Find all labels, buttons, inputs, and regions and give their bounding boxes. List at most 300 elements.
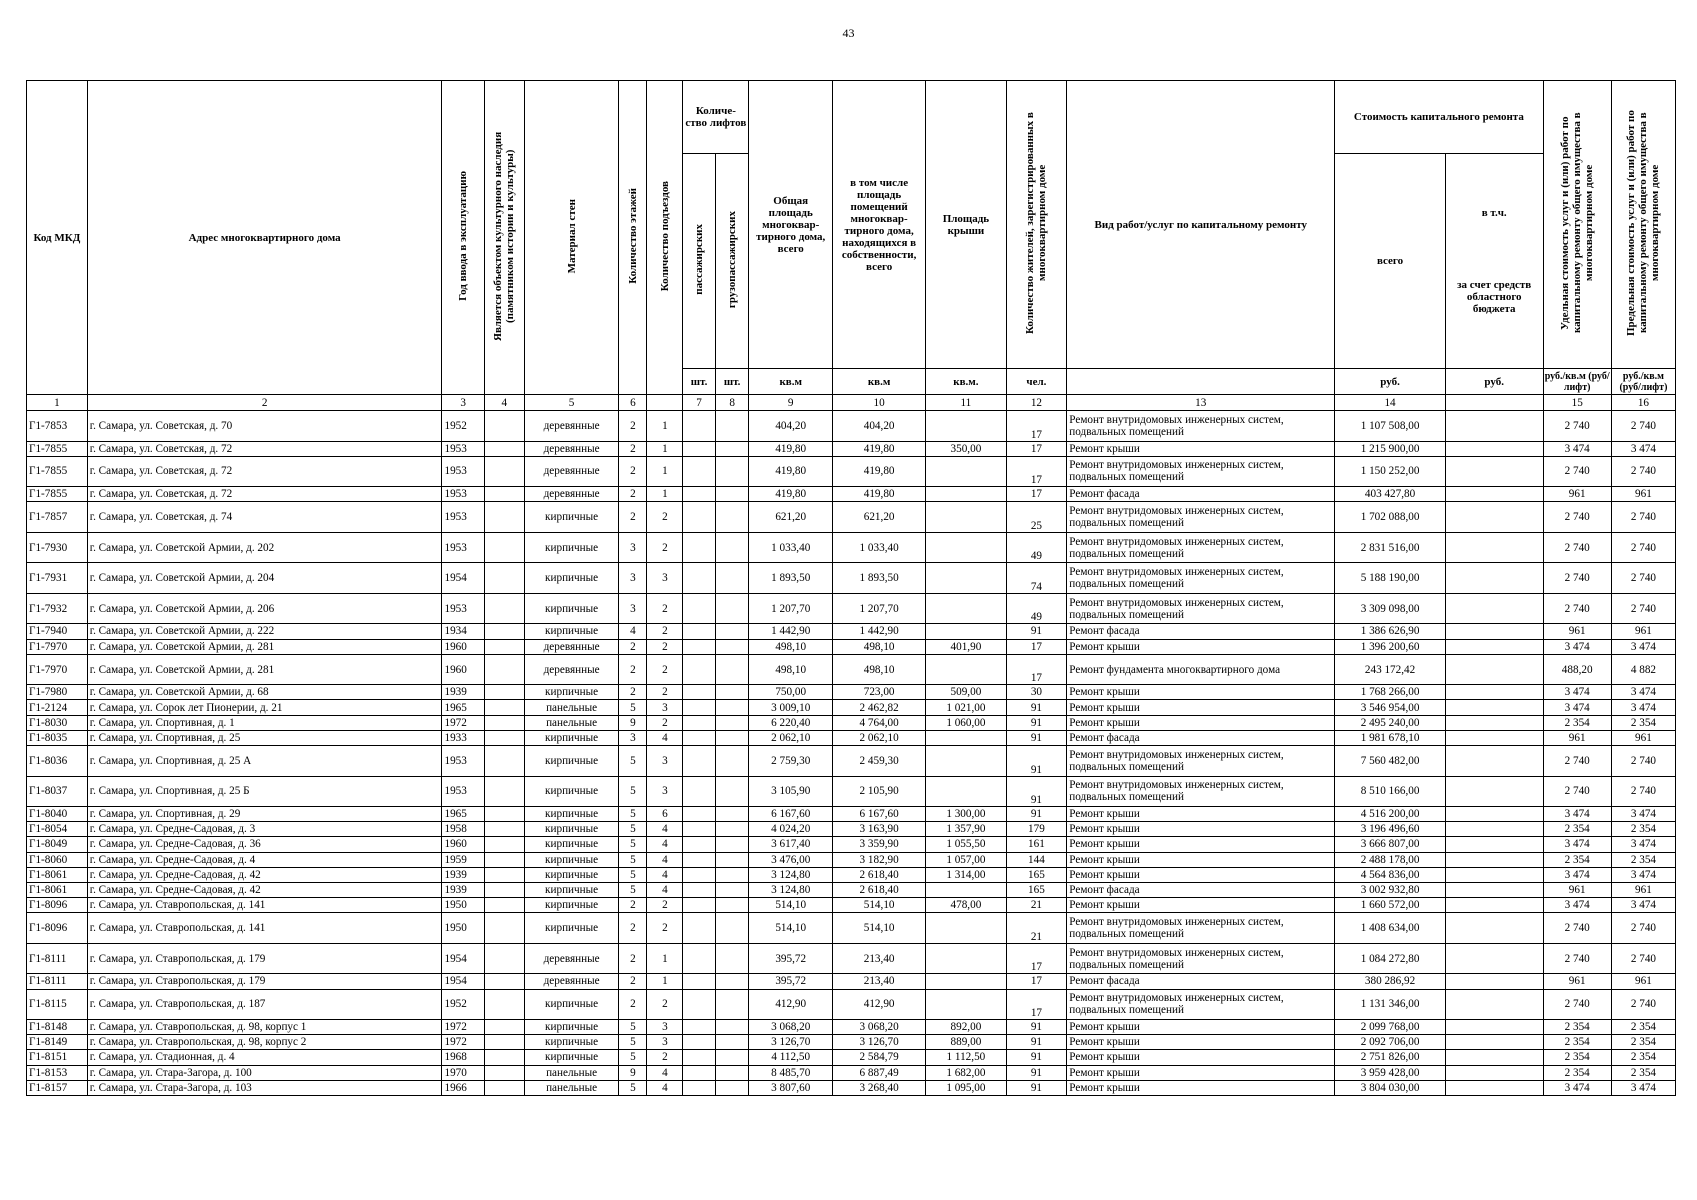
cell-cost-budget <box>1445 730 1543 745</box>
cell-cost-total: 7 560 482,00 <box>1335 746 1446 777</box>
cell-lifts-cargo <box>715 685 749 700</box>
cell-entrances: 6 <box>647 807 683 822</box>
cell-cost-budget <box>1445 441 1543 456</box>
unit-work <box>1067 369 1335 395</box>
cell-address: г. Самара, ул. Ставропольская, д. 98, корпус 1 <box>87 1020 442 1035</box>
cell-unit-cost: 3 474 <box>1543 807 1611 822</box>
cell-residents: 91 <box>1006 776 1067 807</box>
cell-floors: 2 <box>619 411 647 442</box>
cell-work-type: Ремонт внутридомовых инженерных систем, подвальных помещений <box>1067 913 1335 944</box>
table-row <box>27 746 1676 777</box>
cell-entrances: 3 <box>647 563 683 594</box>
cell-unit-cost: 2 740 <box>1543 502 1611 533</box>
cell-area-owned: 498,10 <box>832 654 925 685</box>
cell-cost-total: 2 488 178,00 <box>1335 852 1446 867</box>
cell-heritage <box>484 563 524 594</box>
cell-code: Г1-7855 <box>27 456 88 487</box>
table-row <box>27 639 1676 654</box>
cell-code: Г1-7970 <box>27 654 88 685</box>
cell-cost-total: 243 172,42 <box>1335 654 1446 685</box>
cell-lifts-passenger <box>683 1065 716 1080</box>
cell-floors: 2 <box>619 654 647 685</box>
cell-unit-cost: 961 <box>1543 974 1611 989</box>
cell-floors: 2 <box>619 487 647 502</box>
cell-max-cost: 3 474 <box>1611 867 1675 882</box>
cell-area-total: 2 759,30 <box>749 746 833 777</box>
cell-cost-budget <box>1445 898 1543 913</box>
table-row <box>27 943 1676 974</box>
cell-heritage <box>484 639 524 654</box>
cell-lifts-passenger <box>683 639 716 654</box>
cell-cost-total: 1 150 252,00 <box>1335 456 1446 487</box>
cell-lifts-passenger <box>683 1050 716 1065</box>
header-floors: Количество этажей <box>619 81 647 395</box>
cell-lifts-passenger <box>683 685 716 700</box>
cell-year: 1953 <box>442 441 484 456</box>
cell-roof-area: 401,90 <box>926 639 1006 654</box>
cell-lifts-cargo <box>715 974 749 989</box>
cell-area-owned: 3 359,90 <box>832 837 925 852</box>
table-row <box>27 1065 1676 1080</box>
col-number: 16 <box>1611 395 1675 411</box>
header-lifts-passenger: пассажирских <box>683 154 716 369</box>
cell-work-type: Ремонт крыши <box>1067 639 1335 654</box>
cell-area-total: 419,80 <box>749 441 833 456</box>
col-number: 12 <box>1006 395 1067 411</box>
cell-address: г. Самара, ул. Ставропольская, д. 98, корпус 2 <box>87 1035 442 1050</box>
cell-entrances: 2 <box>647 654 683 685</box>
cell-work-type: Ремонт крыши <box>1067 1065 1335 1080</box>
cell-work-type: Ремонт фасада <box>1067 974 1335 989</box>
cell-unit-cost: 2 740 <box>1543 563 1611 594</box>
cell-entrances: 1 <box>647 441 683 456</box>
cell-heritage <box>484 822 524 837</box>
cell-area-owned: 1 033,40 <box>832 532 925 563</box>
cell-work-type: Ремонт внутридомовых инженерных систем, подвальных помещений <box>1067 502 1335 533</box>
cell-lifts-cargo <box>715 1035 749 1050</box>
cell-entrances: 4 <box>647 867 683 882</box>
cell-max-cost: 961 <box>1611 730 1675 745</box>
cell-entrances: 2 <box>647 593 683 624</box>
cell-wall-material: панельные <box>524 1080 618 1095</box>
cell-heritage <box>484 456 524 487</box>
cell-code: Г1-8030 <box>27 715 88 730</box>
cell-unit-cost: 2 740 <box>1543 776 1611 807</box>
cell-floors: 2 <box>619 989 647 1020</box>
cell-address: г. Самара, ул. Ставропольская, д. 141 <box>87 898 442 913</box>
table-row <box>27 1035 1676 1050</box>
cell-lifts-cargo <box>715 1080 749 1095</box>
cell-cost-total: 2 751 826,00 <box>1335 1050 1446 1065</box>
cell-wall-material: деревянные <box>524 411 618 442</box>
cell-work-type: Ремонт крыши <box>1067 837 1335 852</box>
cell-lifts-cargo <box>715 502 749 533</box>
cell-heritage <box>484 867 524 882</box>
cell-work-type: Ремонт крыши <box>1067 1020 1335 1035</box>
table-row <box>27 776 1676 807</box>
unit-lifts-cargo: шт. <box>715 369 749 395</box>
cell-heritage <box>484 913 524 944</box>
cell-year: 1960 <box>442 639 484 654</box>
cell-unit-cost: 2 354 <box>1543 715 1611 730</box>
cell-floors: 2 <box>619 441 647 456</box>
cell-address: г. Самара, ул. Советской Армии, д. 206 <box>87 593 442 624</box>
cell-lifts-passenger <box>683 807 716 822</box>
cell-cost-total: 1 660 572,00 <box>1335 898 1446 913</box>
cell-cost-budget <box>1445 1050 1543 1065</box>
cell-wall-material: деревянные <box>524 456 618 487</box>
cell-lifts-passenger <box>683 882 716 897</box>
cell-lifts-cargo <box>715 822 749 837</box>
cell-area-total: 419,80 <box>749 487 833 502</box>
cell-max-cost: 2 354 <box>1611 1065 1675 1080</box>
cell-max-cost: 961 <box>1611 974 1675 989</box>
cell-residents: 165 <box>1006 882 1067 897</box>
cell-code: Г1-8096 <box>27 898 88 913</box>
cell-year: 1972 <box>442 715 484 730</box>
cell-code: Г1-8149 <box>27 1035 88 1050</box>
header-area-owned: в том числе площадь помещений многоквар-тирного дома, находящихся в собственности, всего <box>832 81 925 369</box>
cell-max-cost: 2 740 <box>1611 593 1675 624</box>
cell-area-owned: 2 105,90 <box>832 776 925 807</box>
cell-unit-cost: 3 474 <box>1543 685 1611 700</box>
cell-address: г. Самара, ул. Сорок лет Пионерии, д. 21 <box>87 700 442 715</box>
cell-floors: 5 <box>619 1050 647 1065</box>
table-row <box>27 974 1676 989</box>
cell-cost-total: 2 099 768,00 <box>1335 1020 1446 1035</box>
cell-residents: 161 <box>1006 837 1067 852</box>
cell-work-type: Ремонт внутридомовых инженерных систем, подвальных помещений <box>1067 746 1335 777</box>
cell-roof-area <box>926 730 1006 745</box>
header-budget-label: за счет средств областного бюджета <box>1457 279 1532 315</box>
cell-roof-area <box>926 487 1006 502</box>
cell-residents: 179 <box>1006 822 1067 837</box>
cell-residents: 91 <box>1006 1050 1067 1065</box>
cell-roof-area: 1 112,50 <box>926 1050 1006 1065</box>
cell-residents: 91 <box>1006 730 1067 745</box>
cell-entrances: 3 <box>647 700 683 715</box>
unit-residents: чел. <box>1006 369 1067 395</box>
cell-unit-cost: 2 740 <box>1543 532 1611 563</box>
cell-address: г. Самара, ул. Спортивная, д. 25 Б <box>87 776 442 807</box>
cell-area-total: 514,10 <box>749 913 833 944</box>
cell-cost-total: 1 768 266,00 <box>1335 685 1446 700</box>
header-residents: Количество жителей, зарегистрированных в многоквартирном доме <box>1006 81 1067 369</box>
cell-cost-total: 1 215 900,00 <box>1335 441 1446 456</box>
cell-cost-total: 5 188 190,00 <box>1335 563 1446 594</box>
cell-roof-area: 1 057,00 <box>926 852 1006 867</box>
cell-floors: 3 <box>619 532 647 563</box>
cell-lifts-passenger <box>683 898 716 913</box>
cell-area-total: 6 220,40 <box>749 715 833 730</box>
cell-code: Г1-7932 <box>27 593 88 624</box>
cell-max-cost: 2 354 <box>1611 1035 1675 1050</box>
cell-entrances: 4 <box>647 822 683 837</box>
cell-area-total: 3 126,70 <box>749 1035 833 1050</box>
cell-entrances: 2 <box>647 502 683 533</box>
cell-unit-cost: 2 740 <box>1543 593 1611 624</box>
cell-max-cost: 2 354 <box>1611 715 1675 730</box>
cell-cost-budget <box>1445 456 1543 487</box>
cell-floors: 2 <box>619 913 647 944</box>
cell-area-total: 498,10 <box>749 654 833 685</box>
cell-area-total: 395,72 <box>749 974 833 989</box>
cell-cost-budget <box>1445 852 1543 867</box>
unit-max-cost: руб./кв.м (руб/лифт) <box>1611 369 1675 395</box>
cell-year: 1953 <box>442 487 484 502</box>
cell-lifts-cargo <box>715 882 749 897</box>
cell-code: Г1-8153 <box>27 1065 88 1080</box>
col-number: 4 <box>484 395 524 411</box>
cell-code: Г1-7853 <box>27 411 88 442</box>
unit-cost-total: руб. <box>1335 369 1446 395</box>
cell-year: 1953 <box>442 776 484 807</box>
cell-lifts-passenger <box>683 837 716 852</box>
cell-cost-budget <box>1445 837 1543 852</box>
cell-work-type: Ремонт крыши <box>1067 822 1335 837</box>
cell-lifts-passenger <box>683 502 716 533</box>
cell-floors: 3 <box>619 563 647 594</box>
cell-address: г. Самара, ул. Ставропольская, д. 179 <box>87 943 442 974</box>
cell-address: г. Самара, ул. Советской Армии, д. 202 <box>87 532 442 563</box>
cell-cost-budget <box>1445 822 1543 837</box>
cell-cost-budget <box>1445 715 1543 730</box>
cell-cost-budget <box>1445 913 1543 944</box>
cell-lifts-cargo <box>715 943 749 974</box>
cell-floors: 5 <box>619 1080 647 1095</box>
cell-work-type: Ремонт внутридомовых инженерных систем, подвальных помещений <box>1067 943 1335 974</box>
cell-heritage <box>484 852 524 867</box>
cell-max-cost: 3 474 <box>1611 807 1675 822</box>
cell-entrances: 4 <box>647 1065 683 1080</box>
cell-area-total: 3 807,60 <box>749 1080 833 1095</box>
cell-cost-total: 3 546 954,00 <box>1335 700 1446 715</box>
cell-unit-cost: 3 474 <box>1543 867 1611 882</box>
cell-year: 1939 <box>442 867 484 882</box>
header-unit-cost: Удельная стоимость услуг и (или) работ по капитальному ремонту общего имущества в многоквартирном доме <box>1543 81 1611 369</box>
cell-cost-budget <box>1445 882 1543 897</box>
cell-heritage <box>484 943 524 974</box>
cell-address: г. Самара, ул. Советской Армии, д. 222 <box>87 624 442 639</box>
header-entrances: Количество подъездов <box>647 81 683 395</box>
cell-wall-material: кирпичные <box>524 837 618 852</box>
table-row <box>27 913 1676 944</box>
cell-entrances: 2 <box>647 989 683 1020</box>
cell-cost-budget <box>1445 1020 1543 1035</box>
cell-address: г. Самара, ул. Советской Армии, д. 281 <box>87 654 442 685</box>
cell-code: Г1-8157 <box>27 1080 88 1095</box>
cell-area-total: 3 124,80 <box>749 882 833 897</box>
cell-lifts-cargo <box>715 989 749 1020</box>
cell-area-total: 1 893,50 <box>749 563 833 594</box>
unit-cost-budget: руб. <box>1445 369 1543 395</box>
cell-wall-material: кирпичные <box>524 685 618 700</box>
col-number <box>647 395 683 411</box>
cell-wall-material: панельные <box>524 700 618 715</box>
cell-entrances: 4 <box>647 837 683 852</box>
cell-lifts-passenger <box>683 776 716 807</box>
cell-address: г. Самара, ул. Советской Армии, д. 204 <box>87 563 442 594</box>
table-row <box>27 502 1676 533</box>
cell-area-owned: 3 126,70 <box>832 1035 925 1050</box>
cell-lifts-passenger <box>683 822 716 837</box>
cell-wall-material: панельные <box>524 1065 618 1080</box>
cell-cost-budget <box>1445 974 1543 989</box>
cell-wall-material: деревянные <box>524 441 618 456</box>
cell-roof-area <box>926 776 1006 807</box>
cell-wall-material: кирпичные <box>524 1020 618 1035</box>
cell-address: г. Самара, ул. Спортивная, д. 25 <box>87 730 442 745</box>
cell-unit-cost: 2 740 <box>1543 943 1611 974</box>
cell-residents: 17 <box>1006 943 1067 974</box>
cell-area-owned: 6 167,60 <box>832 807 925 822</box>
cell-entrances: 4 <box>647 730 683 745</box>
cell-cost-total: 1 386 626,90 <box>1335 624 1446 639</box>
cell-lifts-cargo <box>715 593 749 624</box>
header-lifts: Количе-ство лифтов <box>683 81 749 154</box>
cell-year: 1939 <box>442 882 484 897</box>
cell-work-type: Ремонт крыши <box>1067 715 1335 730</box>
cell-residents: 74 <box>1006 563 1067 594</box>
cell-roof-area <box>926 502 1006 533</box>
cell-lifts-cargo <box>715 532 749 563</box>
cell-heritage <box>484 487 524 502</box>
table-row <box>27 898 1676 913</box>
cell-area-total: 621,20 <box>749 502 833 533</box>
col-number: 13 <box>1067 395 1335 411</box>
cell-lifts-passenger <box>683 487 716 502</box>
cell-unit-cost: 3 474 <box>1543 1080 1611 1095</box>
cell-heritage <box>484 624 524 639</box>
cell-residents: 25 <box>1006 502 1067 533</box>
cell-residents: 144 <box>1006 852 1067 867</box>
cell-area-owned: 404,20 <box>832 411 925 442</box>
cell-lifts-passenger <box>683 654 716 685</box>
cell-code: Г1-8061 <box>27 867 88 882</box>
cell-area-owned: 412,90 <box>832 989 925 1020</box>
cell-code: Г1-7970 <box>27 639 88 654</box>
cell-floors: 5 <box>619 882 647 897</box>
cell-address: г. Самара, ул. Ставропольская, д. 179 <box>87 974 442 989</box>
cell-code: Г1-8061 <box>27 882 88 897</box>
cell-residents: 17 <box>1006 487 1067 502</box>
cell-area-owned: 2 062,10 <box>832 730 925 745</box>
cell-area-total: 3 009,10 <box>749 700 833 715</box>
cell-lifts-cargo <box>715 715 749 730</box>
cell-address: г. Самара, ул. Советская, д. 70 <box>87 411 442 442</box>
cell-lifts-passenger <box>683 730 716 745</box>
cell-unit-cost: 2 354 <box>1543 852 1611 867</box>
cell-area-owned: 419,80 <box>832 487 925 502</box>
cell-work-type: Ремонт крыши <box>1067 441 1335 456</box>
cell-area-owned: 1 207,70 <box>832 593 925 624</box>
cell-lifts-passenger <box>683 456 716 487</box>
cell-cost-total: 1 107 508,00 <box>1335 411 1446 442</box>
cell-code: Г1-7940 <box>27 624 88 639</box>
cell-cost-total: 3 309 098,00 <box>1335 593 1446 624</box>
cell-max-cost: 3 474 <box>1611 685 1675 700</box>
cell-wall-material: кирпичные <box>524 593 618 624</box>
cell-cost-budget <box>1445 746 1543 777</box>
cell-work-type: Ремонт крыши <box>1067 1080 1335 1095</box>
column-numbers-row <box>27 395 1676 411</box>
repair-register-table <box>26 80 1676 1096</box>
cell-address: г. Самара, ул. Советская, д. 72 <box>87 456 442 487</box>
cell-cost-budget <box>1445 654 1543 685</box>
cell-roof-area <box>926 456 1006 487</box>
cell-wall-material: кирпичные <box>524 989 618 1020</box>
cell-unit-cost: 2 740 <box>1543 989 1611 1020</box>
cell-roof-area: 1 300,00 <box>926 807 1006 822</box>
cell-area-owned: 213,40 <box>832 943 925 974</box>
cell-year: 1953 <box>442 746 484 777</box>
cell-residents: 17 <box>1006 989 1067 1020</box>
cell-residents: 91 <box>1006 746 1067 777</box>
cell-cost-total: 1 702 088,00 <box>1335 502 1446 533</box>
unit-lifts-passenger: шт. <box>683 369 716 395</box>
cell-address: г. Самара, ул. Средне-Садовая, д. 42 <box>87 867 442 882</box>
cell-work-type: Ремонт фасада <box>1067 624 1335 639</box>
table-row <box>27 715 1676 730</box>
cell-floors: 5 <box>619 807 647 822</box>
cell-lifts-passenger <box>683 852 716 867</box>
cell-area-owned: 3 068,20 <box>832 1020 925 1035</box>
cell-code: Г1-7931 <box>27 563 88 594</box>
cell-max-cost: 2 740 <box>1611 913 1675 944</box>
cell-entrances: 2 <box>647 913 683 944</box>
cell-cost-budget <box>1445 639 1543 654</box>
cell-lifts-passenger <box>683 411 716 442</box>
cell-wall-material: кирпичные <box>524 624 618 639</box>
cell-unit-cost: 2 354 <box>1543 1050 1611 1065</box>
cell-work-type: Ремонт крыши <box>1067 852 1335 867</box>
cell-max-cost: 2 740 <box>1611 456 1675 487</box>
cell-lifts-cargo <box>715 456 749 487</box>
cell-entrances: 1 <box>647 487 683 502</box>
cell-year: 1953 <box>442 502 484 533</box>
header-area-total: Общая площадь многоквар-тирного дома, всего <box>749 81 833 369</box>
cell-cost-budget <box>1445 776 1543 807</box>
cell-floors: 5 <box>619 1035 647 1050</box>
cell-code: Г1-8035 <box>27 730 88 745</box>
cell-unit-cost: 488,20 <box>1543 654 1611 685</box>
cell-area-owned: 419,80 <box>832 456 925 487</box>
cell-floors: 2 <box>619 456 647 487</box>
cell-unit-cost: 3 474 <box>1543 700 1611 715</box>
cell-heritage <box>484 730 524 745</box>
cell-floors: 9 <box>619 1065 647 1080</box>
cell-max-cost: 961 <box>1611 487 1675 502</box>
header-work-type: Вид работ/услуг по капитальному ремонту <box>1067 81 1335 369</box>
cell-max-cost: 3 474 <box>1611 700 1675 715</box>
cell-heritage <box>484 1080 524 1095</box>
cell-entrances: 1 <box>647 411 683 442</box>
cell-wall-material: кирпичные <box>524 746 618 777</box>
cell-wall-material: кирпичные <box>524 807 618 822</box>
cell-heritage <box>484 1020 524 1035</box>
cell-entrances: 1 <box>647 974 683 989</box>
cell-lifts-cargo <box>715 487 749 502</box>
cell-wall-material: деревянные <box>524 639 618 654</box>
cell-heritage <box>484 685 524 700</box>
cell-work-type: Ремонт крыши <box>1067 1035 1335 1050</box>
unit-area-owned: кв.м <box>832 369 925 395</box>
cell-roof-area <box>926 411 1006 442</box>
cell-residents: 17 <box>1006 974 1067 989</box>
table-row <box>27 456 1676 487</box>
col-number: 3 <box>442 395 484 411</box>
cell-max-cost: 3 474 <box>1611 898 1675 913</box>
